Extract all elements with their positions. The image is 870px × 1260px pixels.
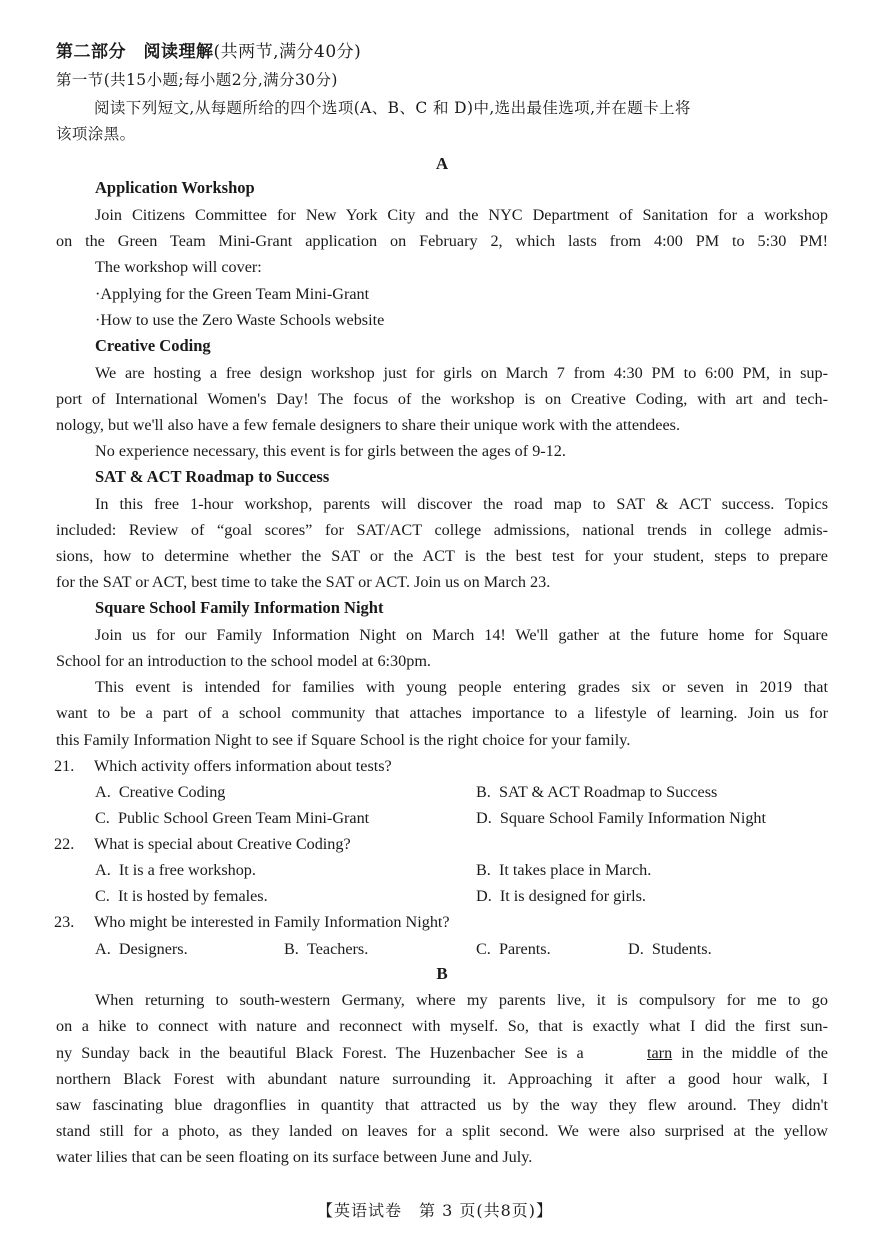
section-title-application-workshop: Application Workshop <box>95 178 255 197</box>
option-a[interactable]: A. Designers. <box>95 940 188 958</box>
paragraph-line: included: Review of “goal scores” for SAT/ACT college admissions, national trends in college admis- <box>56 521 828 539</box>
paragraph-line: ny Sunday back in the beautiful Black Forest. The Huzenbacher See is a tarn in the middle of the <box>56 1044 828 1062</box>
option-a[interactable]: A. It is a free workshop. <box>95 861 256 879</box>
paragraph-line: for the SAT or ACT, best time to take the SAT or ACT. Join us on March 23. <box>56 573 551 591</box>
section-title-creative-coding: Creative Coding <box>95 336 211 355</box>
paragraph-line: This event is intended for families with young people entering grades six or seven in 2019 that <box>95 678 828 696</box>
instruction-line-1: 阅读下列短文,从每题所给的四个选项(A、B、C 和 D)中,选出最佳选项,并在题卡上将 <box>94 99 691 117</box>
paragraph-line: northern Black Forest with abundant nature surrounding it. Approaching it after a good hour walk, I <box>56 1070 828 1088</box>
question-number: 21. <box>54 757 75 775</box>
paragraph-line: on a hike to connect with nature and reconnect with myself. So, that is exactly what I did the first sun- <box>56 1017 828 1035</box>
paragraph-line: sions, how to determine whether the SAT or the ACT is the best test for your student, steps to prepare <box>56 547 828 565</box>
paragraph-line: Join Citizens Committee for New York City and the NYC Department of Sanitation for a workshop <box>95 206 828 224</box>
question-number: 22. <box>54 835 75 853</box>
paragraph-line: want to be a part of a school community that attaches importance to a lifestyle of learning. Join us for <box>56 704 828 722</box>
paragraph-line: In this free 1-hour workshop, parents will discover the road map to SAT & ACT success. Topics <box>95 495 828 513</box>
option-d[interactable]: D. Square School Family Information Night <box>476 809 767 827</box>
option-d[interactable]: D. Students. <box>628 940 712 958</box>
section-title-sat-act: SAT & ACT Roadmap to Success <box>95 467 330 486</box>
question-stem: Which activity offers information about tests? <box>94 757 392 775</box>
underlined-word-tarn: tarn <box>647 1044 673 1062</box>
option-b[interactable]: B. Teachers. <box>284 940 369 958</box>
option-c[interactable]: C. Parents. <box>476 940 551 958</box>
instruction-line-2: 该项涂黑。 <box>56 125 136 143</box>
section-title-square-school: Square School Family Information Night <box>95 598 384 617</box>
paragraph-line: this Family Information Night to see if Square School is the right choice for your family. <box>56 731 631 749</box>
option-b[interactable]: B. SAT & ACT Roadmap to Success <box>476 783 718 801</box>
option-a[interactable]: A. Creative Coding <box>95 783 226 801</box>
question-stem: What is special about Creative Coding? <box>94 835 351 853</box>
question-stem: Who might be interested in Family Information Night? <box>94 913 450 931</box>
paragraph-line: nology, but we'll also have a few female designers to share their unique work with the attendees. <box>56 416 680 434</box>
paragraph-line: Join us for our Family Information Night on March 14! We'll gather at the future home for Square <box>95 626 828 644</box>
paragraph-line: When returning to south-western Germany, where my parents live, it is compulsory for me to go <box>95 991 828 1009</box>
paragraph-line: port of International Women's Day! The focus of the workshop is on Creative Coding, with art and tech- <box>56 390 828 408</box>
part-title: 第二部分 阅读理解 <box>56 42 214 62</box>
part-heading <box>56 42 361 62</box>
paragraph-line: stand still for a photo, as they landed on leaves for a split second. We were also surprised at the yellow <box>56 1122 828 1140</box>
paragraph-line: on the Green Team Mini-Grant application on February 2, which lasts from 4:00 PM to 5:30 PM! <box>56 232 828 250</box>
paragraph-line: water lilies that can be seen floating on its surface between June and July. <box>56 1148 533 1166</box>
paragraph-line: We are hosting a free design workshop just for girls on March 7 from 4:30 PM to 6:00 PM, in sup- <box>95 364 828 382</box>
option-c[interactable]: C. It is hosted by females. <box>95 887 268 905</box>
question-number: 23. <box>54 913 75 931</box>
paragraph-line: The workshop will cover: <box>95 258 262 276</box>
bullet-item: ·Applying for the Green Team Mini-Grant <box>95 285 370 303</box>
paragraph-line: No experience necessary, this event is for girls between the ages of 9-12. <box>95 442 566 460</box>
page-footer: 【英语试卷 第 3 页(共8页)】 <box>316 1201 554 1220</box>
paragraph-line: School for an introduction to the school model at 6:30pm. <box>56 652 431 670</box>
option-c[interactable]: C. Public School Green Team Mini-Grant <box>95 809 370 827</box>
paragraph-line: saw fascinating blue dragonflies in quantity that attracted us by the way they flew around. They didn't <box>56 1096 828 1114</box>
option-b[interactable]: B. It takes place in March. <box>476 861 652 879</box>
option-d[interactable]: D. It is designed for girls. <box>476 887 646 905</box>
passage-b-letter: B <box>436 964 448 983</box>
section-heading: 第一节(共15小题;每小题2分,满分30分) <box>56 71 338 89</box>
part-note: (共两节,满分40分) <box>213 42 362 62</box>
passage-a-letter: A <box>435 154 449 173</box>
bullet-item: ·How to use the Zero Waste Schools website <box>95 311 385 329</box>
